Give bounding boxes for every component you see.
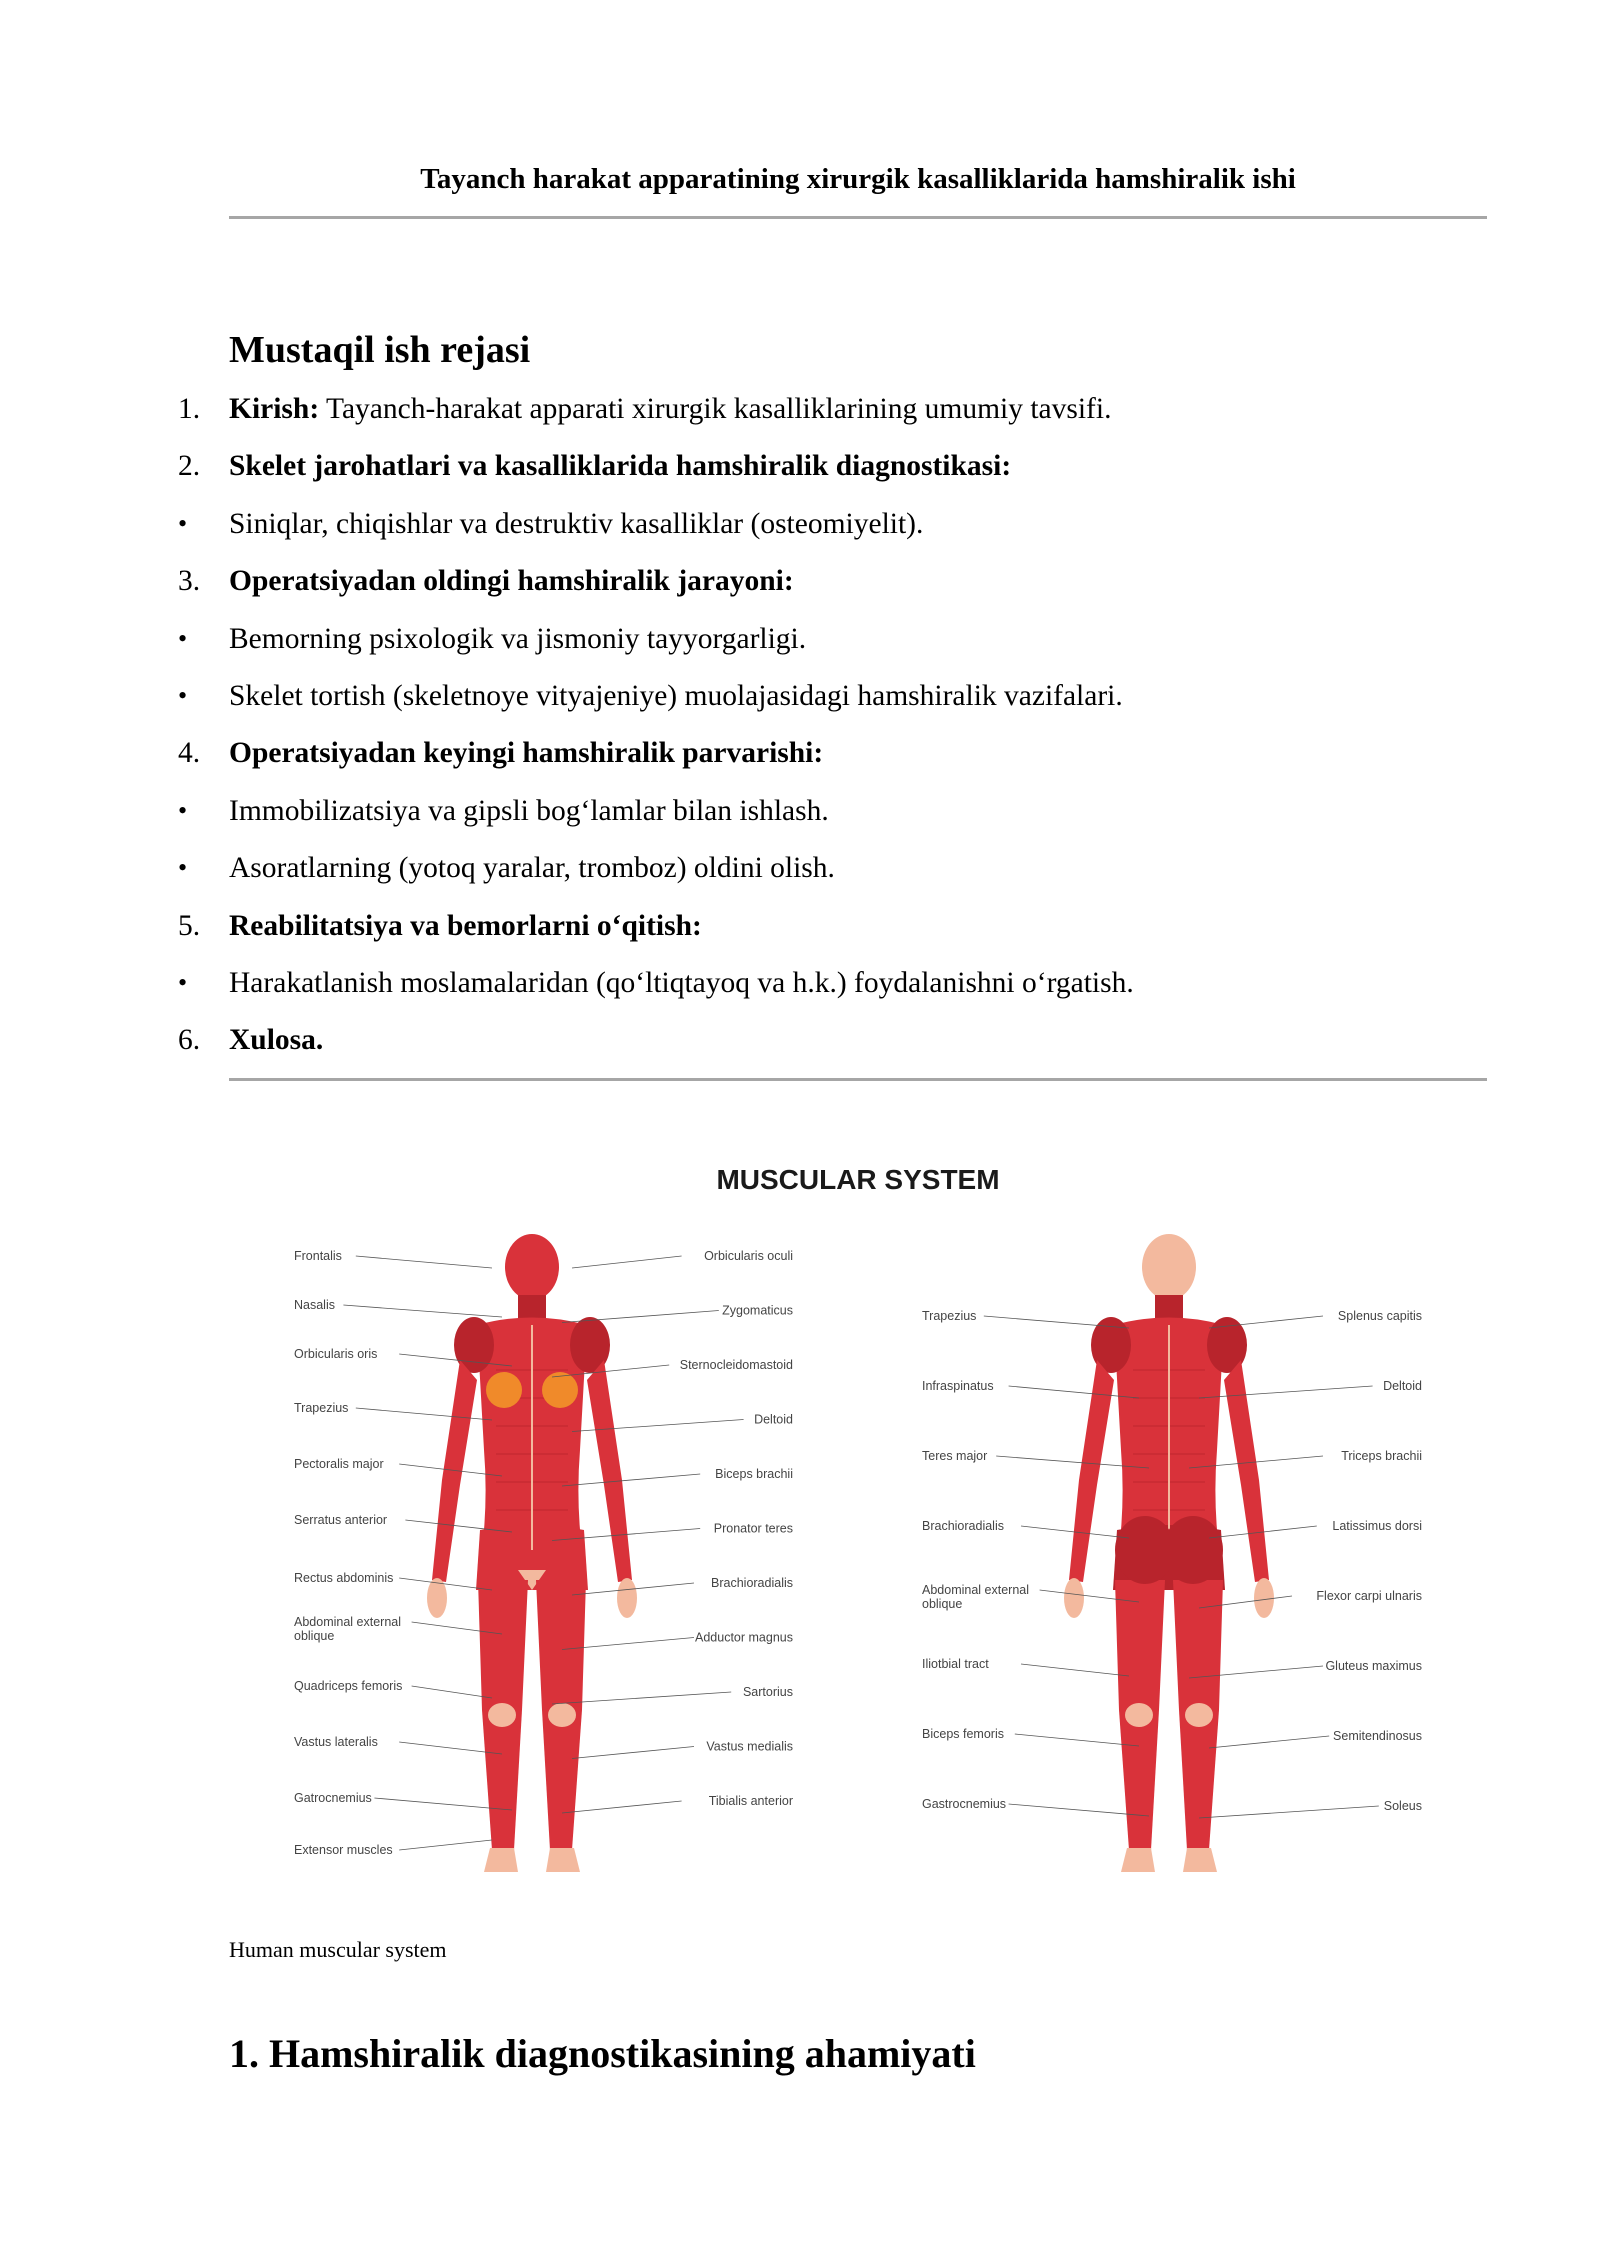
number-marker: 1. <box>178 393 201 425</box>
front-body-right-knee <box>548 1703 576 1727</box>
plan-item <box>0 846 1600 903</box>
front-right-leader <box>562 1311 719 1323</box>
front-body-right-hand <box>617 1578 637 1618</box>
number-marker: 2. <box>178 450 201 483</box>
back-body-head <box>1142 1234 1196 1300</box>
plan-item-text <box>229 1018 323 1062</box>
bullet-marker: • <box>178 795 188 825</box>
plan-item-heading: Skelet jarohatlari va kasalliklarida hamshiralik diagnostikasi: <box>229 450 1012 483</box>
front-left-leader <box>343 1305 502 1317</box>
plan-item <box>0 387 1600 444</box>
back-body-right-foot <box>1183 1848 1217 1872</box>
front-right-label: Brachioradialis <box>711 1576 793 1590</box>
front-body-head <box>505 1234 559 1300</box>
bullet-marker: • <box>178 680 188 710</box>
front-left-label: Gatrocnemius <box>294 1791 372 1805</box>
back-left-label: Gastrocnemius <box>922 1797 1007 1811</box>
back-right-label: Triceps brachii <box>1341 1449 1422 1463</box>
plan-item-body: Siniqlar, chiqishlar va destruktiv kasalliklar (osteomiyelit). <box>229 507 924 540</box>
plan-item-body: Harakatlanish moslamalaridan (qo‘ltiqtayoq va h.k.) foydalanishni o‘rgatish. <box>229 966 1134 999</box>
plan-item-body: Skelet tortish (skeletnoye vityajeniye) muolajasidagi hamshiralik vazifalari. <box>229 679 1123 712</box>
back-left-label: Trapezius <box>922 1309 977 1323</box>
back-left-leader <box>1015 1734 1139 1746</box>
plan-list <box>0 387 1600 1076</box>
figure-title: MUSCULAR SYSTEM <box>716 1164 1000 1195</box>
back-left-label: Brachioradialis <box>922 1519 1004 1533</box>
number-marker: 5. <box>178 909 201 942</box>
front-left-label: Quadriceps femoris <box>294 1679 403 1693</box>
plan-item-text <box>229 674 1123 718</box>
header-rule <box>229 216 1487 219</box>
plan-item-heading: Operatsiyadan oldingi hamshiralik jarayoni: <box>229 565 794 598</box>
muscular-system-figure <box>229 1150 1487 1910</box>
plan-item-text <box>229 444 1011 488</box>
front-body-left-arm <box>432 1360 477 1582</box>
plan-item-text <box>229 559 794 603</box>
back-body-right-knee <box>1185 1703 1213 1727</box>
front-left-label: Pectoralis major <box>294 1457 384 1471</box>
plan-item-body: Immobilizatsiya va gipsli bog‘lamlar bilan ishlash. <box>229 794 829 827</box>
front-right-label: Sartorius <box>742 1685 793 1699</box>
figure-caption: Human muscular system <box>229 1937 447 1962</box>
front-body-right-arm <box>587 1360 632 1582</box>
page-header: Tayanch harakat apparatining xirurgik kasalliklarida hamshiralik ishi <box>420 163 1296 195</box>
front-body-left-foot <box>484 1848 518 1872</box>
plan-item-text <box>229 387 1111 431</box>
front-right-label: Vastus medialis <box>706 1739 793 1754</box>
front-right-label: Deltoid <box>754 1412 793 1427</box>
plan-item-text <box>229 904 702 948</box>
back-body-left-foot <box>1121 1848 1155 1872</box>
front-left-label: Rectus abdominis <box>294 1571 394 1585</box>
plan-item <box>0 559 1600 616</box>
back-right-label: Latissimus dorsi <box>1332 1519 1422 1533</box>
plan-item-text <box>229 846 835 890</box>
front-body-neck <box>518 1295 546 1321</box>
front-left-label: Frontalis <box>294 1249 342 1263</box>
front-right-label: Adductor magnus <box>695 1630 793 1645</box>
front-left-label: Orbicularis oris <box>294 1347 378 1361</box>
bullet-marker: • <box>178 853 188 883</box>
plan-item-heading: Kirish: <box>229 393 320 425</box>
section-title: 1. Hamshiralik diagnostikasining ahamiyati <box>229 2031 976 2076</box>
number-marker: 3. <box>178 565 201 598</box>
back-right-leader <box>1199 1386 1373 1398</box>
bullet-marker: • <box>178 508 188 538</box>
back-right-label: Gluteus maximus <box>1325 1659 1422 1673</box>
plan-item-heading: Xulosa. <box>229 1024 324 1057</box>
plan-item-body: Tayanch-harakat apparati xirurgik kasalliklarining umumiy tavsifi. <box>319 393 1112 425</box>
plan-item <box>0 502 1600 559</box>
plan-item-text <box>229 617 806 661</box>
front-left-label: Nasalis <box>294 1298 335 1312</box>
anatomy-illustration <box>229 1150 1487 1910</box>
front-body-left-knee <box>488 1703 516 1727</box>
front-right-label: Zygomaticus <box>722 1303 793 1318</box>
left-breast <box>486 1372 522 1408</box>
back-left-label: Biceps femoris <box>922 1727 1004 1741</box>
plan-item-text <box>229 502 923 546</box>
back-left-leader <box>1021 1664 1129 1676</box>
plan-item-text <box>229 789 829 833</box>
front-right-label: Tibialis anterior <box>708 1794 793 1808</box>
back-left-label: Iliotbial tract <box>922 1657 989 1671</box>
back-left-label: Teres major <box>922 1449 988 1463</box>
plan-title: Mustaqil ish rejasi <box>229 329 531 371</box>
back-body-neck <box>1155 1295 1183 1321</box>
plan-item <box>0 731 1600 788</box>
plan-item <box>0 617 1600 674</box>
back-right-label: Soleus <box>1383 1799 1422 1813</box>
bullet-marker: • <box>178 623 188 653</box>
back-left-label: Infraspinatus <box>922 1379 994 1393</box>
front-right-leader <box>562 1801 682 1813</box>
back-body-left-hand <box>1064 1578 1084 1618</box>
front-right-label: Sternocleidomastoid <box>679 1358 793 1372</box>
right-breast <box>542 1372 578 1408</box>
front-body-right-foot <box>546 1848 580 1872</box>
back-right-leader <box>1199 1806 1379 1818</box>
back-right-label: Semitendinosus <box>1333 1729 1422 1743</box>
front-right-label: Biceps brachii <box>715 1467 793 1481</box>
back-body-left-knee <box>1125 1703 1153 1727</box>
plan-item-text <box>229 961 1134 1005</box>
plan-item <box>0 961 1600 1018</box>
front-left-leader <box>412 1686 492 1698</box>
plan-item-text <box>229 731 823 775</box>
front-right-leader <box>572 1747 694 1759</box>
plan-item <box>0 674 1600 731</box>
front-left-label: Vastus lateralis <box>294 1735 378 1749</box>
plan-item <box>0 789 1600 846</box>
back-right-label: Splenus capitis <box>1337 1309 1422 1323</box>
plan-item <box>0 904 1600 961</box>
front-left-label: Serratus anterior <box>294 1513 388 1527</box>
number-marker: 4. <box>178 737 201 770</box>
back-right-leader <box>1209 1736 1329 1748</box>
front-left-label: oblique <box>294 1629 335 1643</box>
back-left-label: Abdominal external <box>922 1583 1030 1597</box>
back-left-label: oblique <box>922 1597 963 1611</box>
number-marker: 6. <box>178 1024 201 1057</box>
plan-item-heading: Reabilitatsiya va bemorlarni o‘qitish: <box>229 909 702 942</box>
front-left-leader <box>356 1256 492 1268</box>
front-left-label: Abdominal external <box>294 1615 402 1629</box>
right-glute <box>1163 1516 1223 1584</box>
plan-end-rule <box>229 1078 1487 1081</box>
back-right-label: Deltoid <box>1383 1379 1422 1393</box>
front-left-label: Trapezius <box>294 1401 349 1415</box>
plan-item <box>0 1018 1600 1075</box>
back-body-right-hand <box>1254 1578 1274 1618</box>
front-right-leader <box>572 1256 682 1268</box>
front-right-label: Pronator teres <box>713 1521 793 1536</box>
plan-item <box>0 444 1600 501</box>
back-right-label: Flexor carpi ulnaris <box>1316 1589 1422 1603</box>
front-right-leader <box>562 1474 700 1486</box>
plan-item-body: Asoratlarning (yotoq yaralar, tromboz) oldini olish. <box>229 852 835 885</box>
plan-item-heading: Operatsiyadan keyingi hamshiralik parvarishi: <box>229 737 824 770</box>
bullet-marker: • <box>178 967 188 997</box>
plan-item-body: Bemorning psixologik va jismoniy tayyorgarligi. <box>229 622 807 655</box>
front-left-leader <box>399 1840 492 1850</box>
front-left-label: Extensor muscles <box>294 1843 393 1857</box>
front-right-label: Orbicularis oculi <box>704 1249 793 1263</box>
